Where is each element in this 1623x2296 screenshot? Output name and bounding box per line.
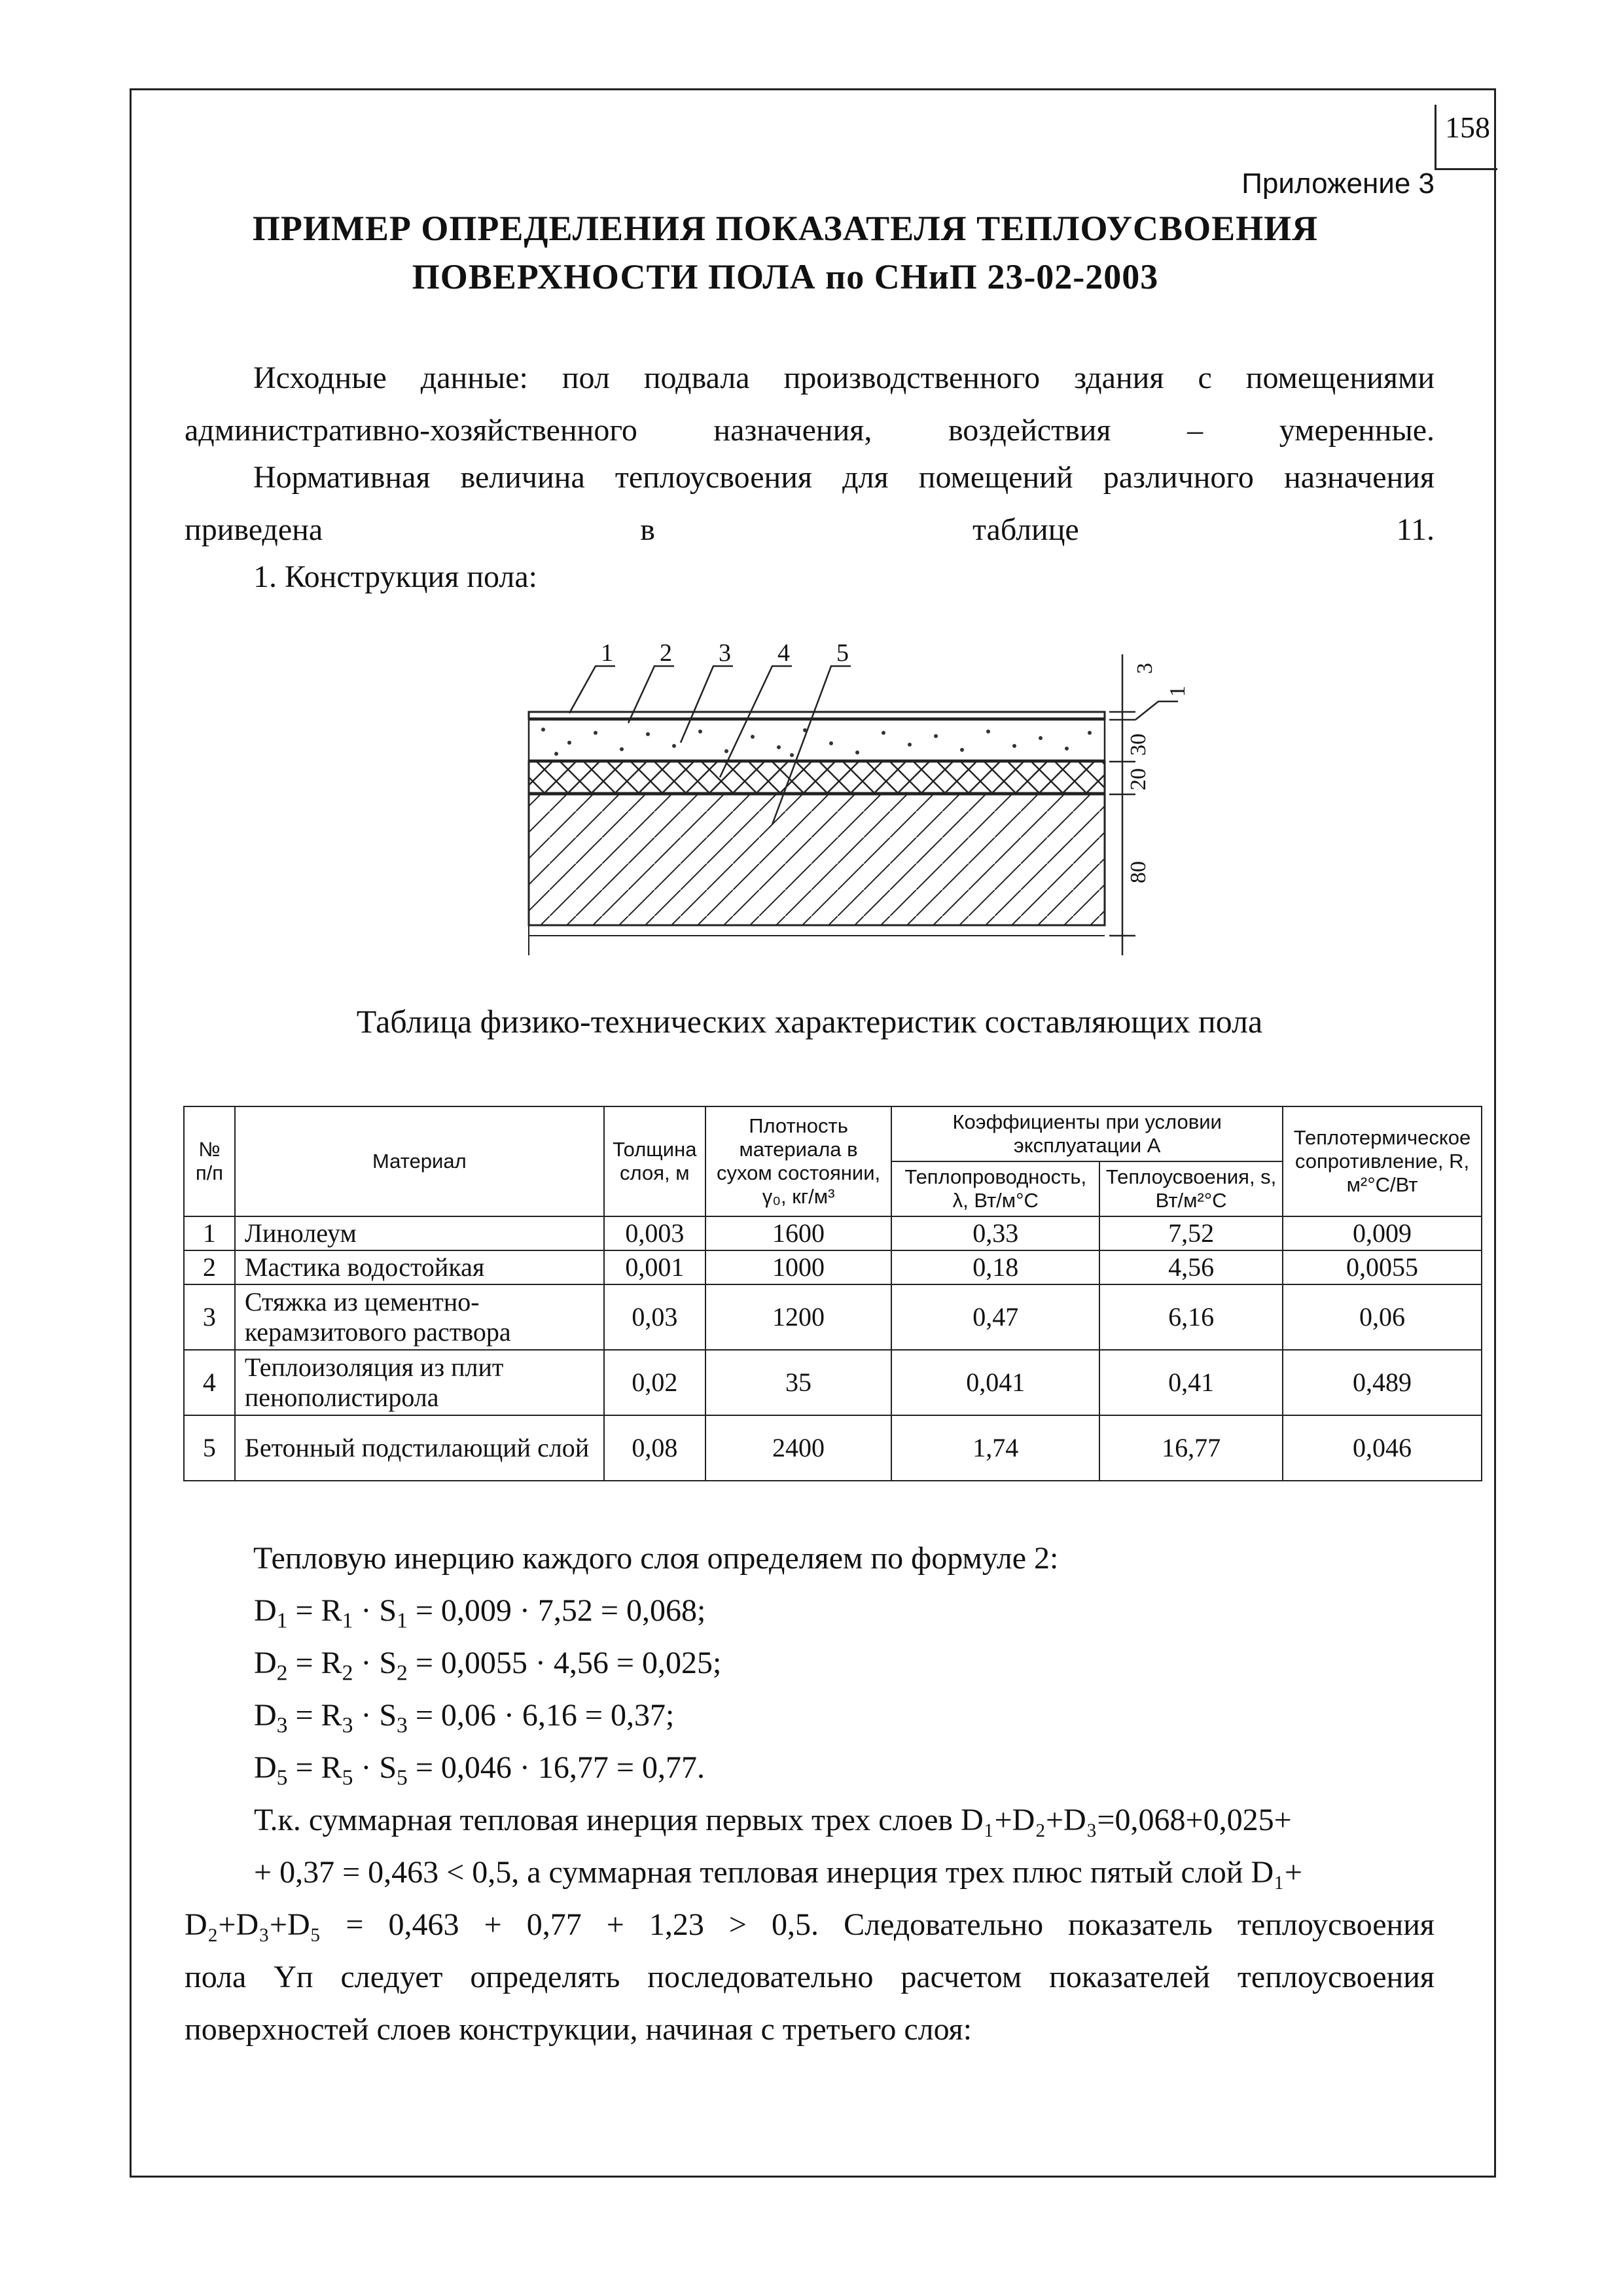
- floor-construction-diagram: [497, 628, 1204, 981]
- cell-conductivity: 0,33: [891, 1216, 1099, 1250]
- header-material: Материал: [235, 1106, 604, 1216]
- cell-resistance: 0,009: [1283, 1216, 1482, 1250]
- conclusion-line-1: Т.к. суммарная тепловая инерция первых трех слоев D₁+D₂+D₃=0,068+0,025+: [254, 1803, 1292, 1837]
- cell-absorption: 4,56: [1099, 1250, 1283, 1284]
- table-row: [184, 1284, 1482, 1350]
- formula-d3: $D_3 = R_3 \cdot S_3 = 0,06 \cdot 6,16 = 0,37$;: [254, 1698, 675, 1738]
- cell-resistance: 0,489: [1283, 1350, 1482, 1415]
- header-coefficients-group: Коэффициенты при условии эксплуатации А: [891, 1106, 1283, 1161]
- inertia-intro: Тепловую инерцию каждого слоя определяем по формуле 2:: [253, 1541, 1059, 1576]
- cell-thickness: 0,08: [604, 1415, 705, 1481]
- cell-absorption: 0,41: [1099, 1350, 1283, 1415]
- cell-density: 1600: [705, 1216, 892, 1250]
- cell-material: Бетонный подстилающий слой: [235, 1415, 604, 1481]
- cell-absorption: 6,16: [1099, 1284, 1283, 1350]
- table-row: [184, 1350, 1482, 1415]
- cell-resistance: 0,0055: [1283, 1250, 1482, 1284]
- page-number: 158: [1445, 111, 1490, 144]
- cell-resistance: 0,046: [1283, 1415, 1482, 1481]
- layer-label-5: 5: [836, 639, 849, 667]
- header-conductivity: Теплопроводность, λ, Вт/м°С: [891, 1161, 1099, 1216]
- table-header-row: [184, 1106, 1482, 1161]
- intro-paragraph-1: Исходные данные: пол подвала производственного здания с помещениями административно-хозяйственного назначения, воздействия – умеренные.: [185, 361, 1435, 448]
- dimension-label-1: 1: [1166, 686, 1190, 697]
- conclusion-line-2: + 0,37 = 0,463 < 0,5, а суммарная тепловая инерция трех плюс пятый слой D₁+: [254, 1855, 1302, 1890]
- header-thickness: Толщина слоя, м: [604, 1106, 705, 1216]
- header-num: № п/п: [184, 1106, 235, 1216]
- cell-thickness: 0,03: [604, 1284, 705, 1350]
- cell-conductivity: 0,47: [891, 1284, 1099, 1350]
- layer-label-4: 4: [777, 639, 790, 667]
- cell-absorption: 7,52: [1099, 1216, 1283, 1250]
- formula-d1: $D_1 = R_1 \cdot S_1 = 0,009 \cdot 7,52 = 0,068$;: [254, 1593, 706, 1633]
- header-absorption: Теплоусвоения, s, Вт/м²°С: [1099, 1161, 1283, 1216]
- cell-conductivity: 0,18: [891, 1250, 1099, 1284]
- intro-paragraph-2: Нормативная величина теплоусвоения для помещений различного назначения приведена в таблице 11.: [185, 460, 1435, 547]
- table-row: [184, 1415, 1482, 1481]
- cell-conductivity: 0,041: [891, 1350, 1099, 1415]
- layer-label-2: 2: [660, 639, 672, 667]
- layer-label-1: 1: [601, 639, 613, 667]
- header-density: Плотность материала в сухом состоянии, γ₀, кг/м³: [705, 1106, 892, 1216]
- cell-density: 2400: [705, 1415, 892, 1481]
- layer-label-3: 3: [719, 639, 731, 667]
- cell-density: 35: [705, 1350, 892, 1415]
- material-properties-table: [183, 1106, 1482, 1481]
- cell-thickness: 0,003: [604, 1216, 705, 1250]
- cell-density: 1200: [705, 1284, 892, 1350]
- formula-d2: $D_2 = R_2 \cdot S_2 = 0,0055 \cdot 4,56 = 0,025$;: [254, 1646, 722, 1686]
- formula-list: [254, 1585, 1236, 1794]
- cell-material: Линолеум: [235, 1216, 604, 1250]
- cell-resistance: 0,06: [1283, 1284, 1482, 1350]
- title-line-1: ПРИМЕР ОПРЕДЕЛЕНИЯ ПОКАЗАТЕЛЯ ТЕПЛОУСВОЕНИЯ: [252, 209, 1319, 248]
- dimension-label-80: 80: [1126, 861, 1150, 883]
- conclusion-line-4: пола Yп следует определять последовательно расчетом показателей теплоусвоения: [185, 1960, 1435, 1994]
- table-row: [184, 1250, 1482, 1284]
- cell-material: Теплоизоляция из плит пенополистирола: [235, 1350, 604, 1415]
- title-line-2: ПОВЕРХНОСТИ ПОЛА по СНиП 23-02-2003: [412, 257, 1159, 296]
- header-resistance: Теплотермическое сопротивление, R, м²°С/Вт: [1283, 1106, 1482, 1216]
- section-heading-construction: 1. Конструкция пола:: [253, 559, 537, 594]
- cell-thickness: 0,001: [604, 1250, 705, 1284]
- cell-conductivity: 1,74: [891, 1415, 1099, 1481]
- cell-num: 2: [184, 1250, 235, 1284]
- cell-material: Стяжка из цементно-керамзитового раствора: [235, 1284, 604, 1350]
- appendix-label: Приложение 3: [1241, 168, 1435, 200]
- formula-d5: $D_5 = R_5 \cdot S_5 = 0,046 \cdot 16,77 = 0,77$.: [254, 1750, 705, 1790]
- dimension-label-20: 20: [1126, 768, 1150, 790]
- cell-num: 3: [184, 1284, 235, 1350]
- cell-num: 4: [184, 1350, 235, 1415]
- conclusion-line-3: D₂+D₃+D₅ = 0,463 + 0,77 + 1,23 > 0,5. Следовательно показатель теплоусвоения: [185, 1907, 1435, 1942]
- cell-thickness: 0,02: [604, 1350, 705, 1415]
- conclusion-line-5: поверхностей слоев конструкции, начиная с третьего слоя:: [185, 2012, 972, 2047]
- cell-num: 1: [184, 1216, 235, 1250]
- table-caption: Таблица физико-технических характеристик составляющих пола: [356, 1003, 1263, 1040]
- dimension-label-30: 30: [1126, 733, 1150, 756]
- cell-absorption: 16,77: [1099, 1415, 1283, 1481]
- dimension-label-3: 3: [1133, 663, 1157, 674]
- cell-num: 5: [184, 1415, 235, 1481]
- table-row: [184, 1216, 1482, 1250]
- cell-material: Мастика водостойкая: [235, 1250, 604, 1284]
- cell-density: 1000: [705, 1250, 892, 1284]
